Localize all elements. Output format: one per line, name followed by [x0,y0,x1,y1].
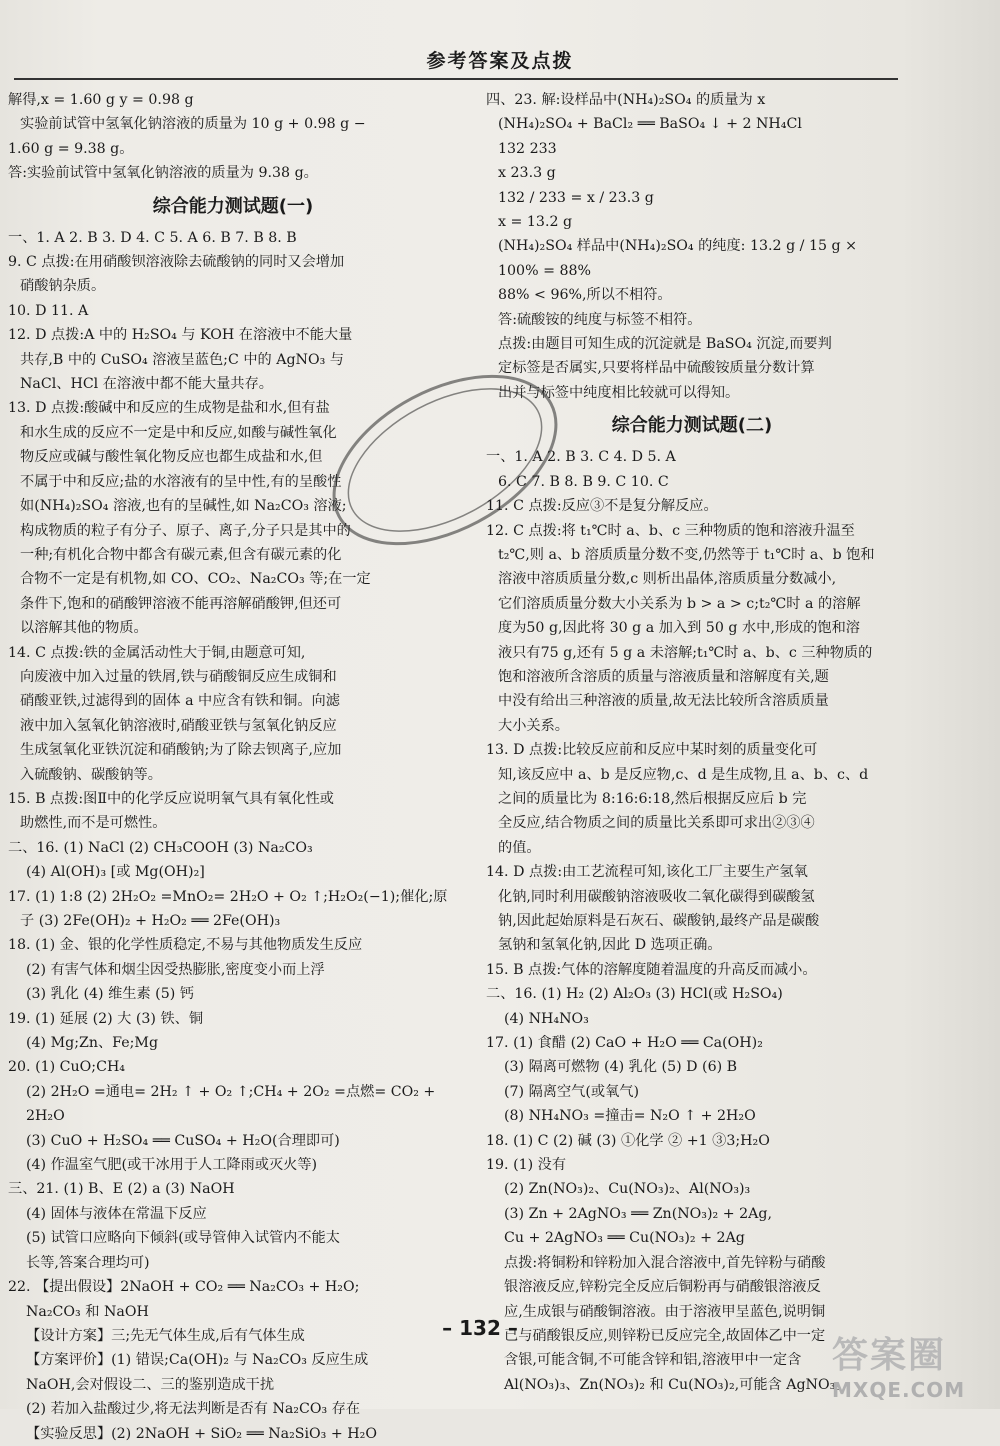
text-line: 共存,B 中的 CuSO₄ 溶液呈蓝色;C 中的 AgNO₃ 与 [20,351,344,368]
text-line: 硝酸钠杂质。 [20,278,106,295]
text-line: 合物不一定是有机物,如 CO、CO₂、Na₂CO₃ 等;在一定 [20,571,371,588]
text-line: (2) 若加入盐酸过少,将无法判断是否有 Na₂CO₃ 存在 [26,1401,361,1418]
text-line: 17. (1) 1:8 (2) 2H₂O₂ =MnO₂= 2H₂O + O₂ ↑;H₂O₂(−1);催化;原 [8,888,448,905]
section-heading: 综合能力测试题(一) [152,195,314,217]
text-line: 条件下,饱和的硝酸钾溶液不能再溶解硝酸钾,但还可 [20,595,342,612]
text-line: 1.60 g = 9.38 g。 [8,140,134,157]
text-line: 10. D 11. A [8,302,89,319]
text-line: (2) Zn(NO₃)₂、Cu(NO₃)₂、Al(NO₃)₃ [504,1181,751,1198]
text-line: 溶液中溶质质量分数,c 则析出晶体,溶质质量分数减小, [498,571,837,588]
text-line: 2H₂O [26,1108,65,1125]
text-line: 助燃性,而不是可燃性。 [20,815,167,832]
text-line: 实验前试管中氢氧化钠溶液的质量为 10 g + 0.98 g − [20,116,366,133]
text-line: 一种;有机化合物中都含有碳元素,但含有碳元素的化 [20,546,342,563]
text-line: (3) 乳化 (4) 维生素 (5) 钙 [26,986,194,1003]
text-line: NaOH,会对假设二、三的鉴别造成干扰 [26,1376,275,1393]
text-line: 如(NH₄)₂SO₄ 溶液,也有的呈碱性,如 Na₂CO₃ 溶液; [20,498,347,515]
text-line: 钠,因此起始原料是石灰石、碳酸钠,最终产品是碳酸 [498,913,820,929]
text-line: 132 / 233 = x / 23.3 g [498,189,654,206]
text-line: 【设计方案】三;先无气体生成,后有气体生成 [26,1327,305,1344]
text-line: (3) CuO + H₂SO₄ ══ CuSO₄ + H₂O(合理即可) [26,1132,340,1149]
text-line: 中没有给出三种溶液的质量,故无法比较所含溶质质量 [498,693,829,710]
text-line: 22. 【提出假设】2NaOH + CO₂ ══ Na₂CO₃ + H₂O; [8,1279,360,1296]
text-line: 6. C 7. B 8. B 9. C 10. C [498,473,669,490]
text-line: (5) 试管口应略向下倾斜(或导管伸入试管内不能太 [26,1230,340,1247]
text-line: 二、16. (1) H₂ (2) Al₂O₃ (3) HCl(或 H₂SO₄) [486,986,783,1003]
text-line: (NH₄)₂SO₄ 样品中(NH₄)₂SO₄ 的纯度: 13.2 g / 15 g × [498,238,857,255]
text-line: 答:实验前试管中氢氧化钠溶液的质量为 9.38 g。 [8,165,318,182]
text-line: 入硫酸钠、碳酸钠等。 [20,766,162,783]
text-line: 19. (1) 没有 [486,1157,567,1174]
text-line: (4) 固体与液体在常温下反应 [26,1205,207,1222]
text-line: 应,生成银与硝酸铜溶液。由于溶液甲呈蓝色,说明铜 [504,1303,826,1320]
text-line: 液只有75 g,还有 5 g a 未溶解;t₁℃时 a、b、c 三种物质的 [498,644,873,661]
right-column [486,88,898,1397]
text-line: 液中加入氢氧化钠溶液时,硝酸亚铁与氢氧化钠反应 [20,717,337,734]
text-line: 点拨:由题目可知生成的沉淀就是 BaSO₄ 沉淀,而要判 [498,336,832,353]
text-line: 11. C 点拨:反应③不是复分解反应。 [486,498,718,515]
text-line: 之间的质量比为 8:16:6:18,然后根据反应后 b 完 [498,790,807,807]
text-line: 19. (1) 延展 (2) 大 (3) 铁、铜 [8,1010,204,1027]
text-line: 向废液中加入过量的铁屑,铁与硝酸铜反应生成铜和 [20,668,337,685]
text-line: 氢钠和氢氧化钠,因此 D 选项正确。 [498,937,722,954]
text-line: (3) Zn + 2AgNO₃ ══ Zn(NO₃)₂ + 2Ag, [504,1205,772,1222]
text-line: 含银,可能含铜,不可能含锌和铝,溶液甲中一定含 [504,1352,802,1369]
text-line: 132 233 [498,140,557,157]
text-line: 二、16. (1) NaCl (2) CH₃COOH (3) Na₂CO₃ [8,839,313,856]
text-line: 一、1. A 2. B 3. C 4. D 5. A [486,449,676,466]
text-line: (7) 隔离空气(或氧气) [504,1083,639,1100]
text-line: 9. C 点拨:在用硝酸钡溶液除去硫酸钠的同时又会增加 [8,254,345,271]
text-line: (2) 有害气体和烟尘因受热膨胀,密度变小而上浮 [26,961,325,978]
text-line: 它们溶质质量分数大小关系为 b > a > c;t₂℃时 a 的溶解 [498,595,861,612]
page-header-title: 参考答案及点拨 [426,50,574,72]
text-line: 饱和溶液所含溶质的质量与溶液质量和溶解度有关,题 [498,668,829,685]
text-line: Cu + 2AgNO₃ ══ Cu(NO₃)₂ + 2Ag [504,1230,745,1247]
text-line: (8) NH₄NO₃ =撞击= N₂O ↑ + 2H₂O [504,1108,756,1125]
text-line: 银溶液反应,锌粉完全反应后铜粉再与硝酸银溶液反 [504,1279,821,1296]
text-line: 15. B 点拨:气体的溶解度随着温度的升高反而减小。 [486,961,817,978]
text-line: 和水生成的反应不一定是中和反应,如酸与碱性氧化 [20,424,337,441]
text-line: 13. D 点拨:比较反应前和反应中某时刻的质量变化可 [486,742,818,759]
text-line: 定标签是否属实,只要将样品中硫酸铵质量分数计算 [498,360,815,377]
text-line: Al(NO₃)₃、Zn(NO₃)₂ 和 Cu(NO₃)₂,可能含 AgNO₃。 [504,1376,850,1393]
text-line: t₂℃,则 a、b 溶质质量分数不变,仍然等于 t₁℃时 a、b 饱和 [498,546,875,563]
text-line: 14. C 点拨:铁的金属活动性大于铜,由题意可知, [8,644,306,661]
header-rule [14,78,898,80]
text-line: 长等,答案合理均可) [26,1254,150,1271]
left-column [8,88,458,1446]
text-line: (4) Al(OH)₃ [或 Mg(OH)₂] [26,864,205,881]
text-line: 三、21. (1) B、E (2) a (3) NaOH [8,1181,235,1198]
text-line: 解得,x = 1.60 g y = 0.98 g [8,92,194,108]
text-line: x = 13.2 g [498,214,573,231]
text-line: 20. (1) CuO;CH₄ [8,1059,125,1076]
text-line: 18. (1) 金、银的化学性质稳定,不易与其他物质发生反应 [8,937,363,954]
logo-domain: MXQE.COM [832,1378,966,1402]
text-line: 出并与标签中纯度相比较就可以得知。 [498,384,740,401]
text-line: 13. D 点拨:酸碱中和反应的生成物是盐和水,但有盐 [8,400,330,417]
text-line: 17. (1) 食醋 (2) CaO + H₂O ══ Ca(OH)₂ [486,1035,763,1052]
text-line: 答:硫酸铵的纯度与标签不相符。 [498,311,702,328]
text-line: 14. D 点拨:由工艺流程可知,该化工厂主要生产氢氧 [486,864,808,881]
text-line: (4) Mg;Zn、Fe;Mg [26,1035,159,1052]
logo-text: 答案圈 [832,1335,947,1376]
site-logo-watermark [832,1327,982,1402]
text-line: (4) 作温室气肥(或干冰用于人工降雨或灭火等) [26,1157,318,1174]
text-line: 100% = 88% [498,262,592,279]
text-line: 化钠,同时利用碳酸钠溶液吸收二氧化碳得到碳酸氢 [498,888,815,905]
text-line: 不属于中和反应;盐的水溶液有的呈中性,有的呈酸性 [20,473,342,490]
text-line: 知,该反应中 a、b 是反应物,c、d 是生成物,且 a、b、c、d [498,766,869,783]
text-line: 度为50 g,因此将 30 g a 加入到 50 g 水中,形成的饱和溶 [498,620,860,637]
stamp-watermark [310,360,580,560]
text-line: 四、23. 解:设样品中(NH₄)₂SO₄ 的质量为 x [486,92,766,108]
text-line: 【方案评价】(1) 错误;Ca(OH)₂ 与 Na₂CO₃ 反应生成 [26,1352,369,1369]
text-line: 已与硝酸银反应,则锌粉已反应完全,故固体乙中一定 [504,1327,826,1344]
text-line: 一、1. A 2. B 3. D 4. C 5. A 6. B 7. B 8. B [8,229,297,246]
text-line: 15. B 点拨:图Ⅱ中的化学反应说明氧气具有氧化性或 [8,790,334,807]
text-line: (NH₄)₂SO₄ + BaCl₂ ══ BaSO₄ ↓ + 2 NH₄Cl [498,116,802,133]
text-line: (4) NH₄NO₃ [504,1010,589,1027]
text-line: 子 (3) 2Fe(OH)₂ + H₂O₂ ══ 2Fe(OH)₃ [20,913,281,929]
text-line: 12. D 点拨:A 中的 H₂SO₄ 与 KOH 在溶液中不能大量 [8,327,353,344]
text-line: x 23.3 g [498,165,556,182]
text-line: (2) 2H₂O =通电= 2H₂ ↑ + O₂ ↑;CH₄ + 2O₂ =点燃= CO₂ + [26,1083,436,1100]
text-line: 物反应或碱与酸性氧化物反应也都生成盐和水,但 [20,449,323,466]
page-number: – 132 – [442,1316,518,1340]
section-heading: 综合能力测试题(二) [611,415,773,437]
text-line: 以溶解其他的物质。 [20,620,148,637]
text-line: 硝酸亚铁,过滤得到的固体 a 中应含有铁和铜。向滤 [20,693,340,710]
text-line: 12. C 点拨:将 t₁℃时 a、b、c 三种物质的饱和溶液升温至 [486,522,855,539]
text-line: 的值。 [498,839,541,856]
text-line: (3) 隔离可燃物 (4) 乳化 (5) D (6) B [504,1059,738,1076]
text-line: 构成物质的粒子有分子、原子、离子,分子只是其中的 [20,522,351,539]
text-line: 全反应,结合物质之间的质量比关系即可求出②③④ [498,815,815,832]
text-line: NaCl、HCl 在溶液中都不能大量共存。 [20,376,273,393]
text-line: 88% < 96%,所以不相符。 [498,287,672,304]
text-line: 18. (1) C (2) 碱 (3) ①化学 ② +1 ③3;H₂O [486,1132,770,1149]
text-line: 【实验反思】(2) 2NaOH + SiO₂ ══ Na₂SiO₃ + H₂O [26,1425,377,1442]
text-line: 点拨:将铜粉和锌粉加入混合溶液中,首先锌粉与硝酸 [504,1254,826,1271]
text-line: 生成氢氧化亚铁沉淀和硝酸钠;为了除去钡离子,应加 [20,742,342,759]
text-line: 大小关系。 [498,717,569,734]
text-line: Na₂CO₃ 和 NaOH [26,1303,149,1320]
